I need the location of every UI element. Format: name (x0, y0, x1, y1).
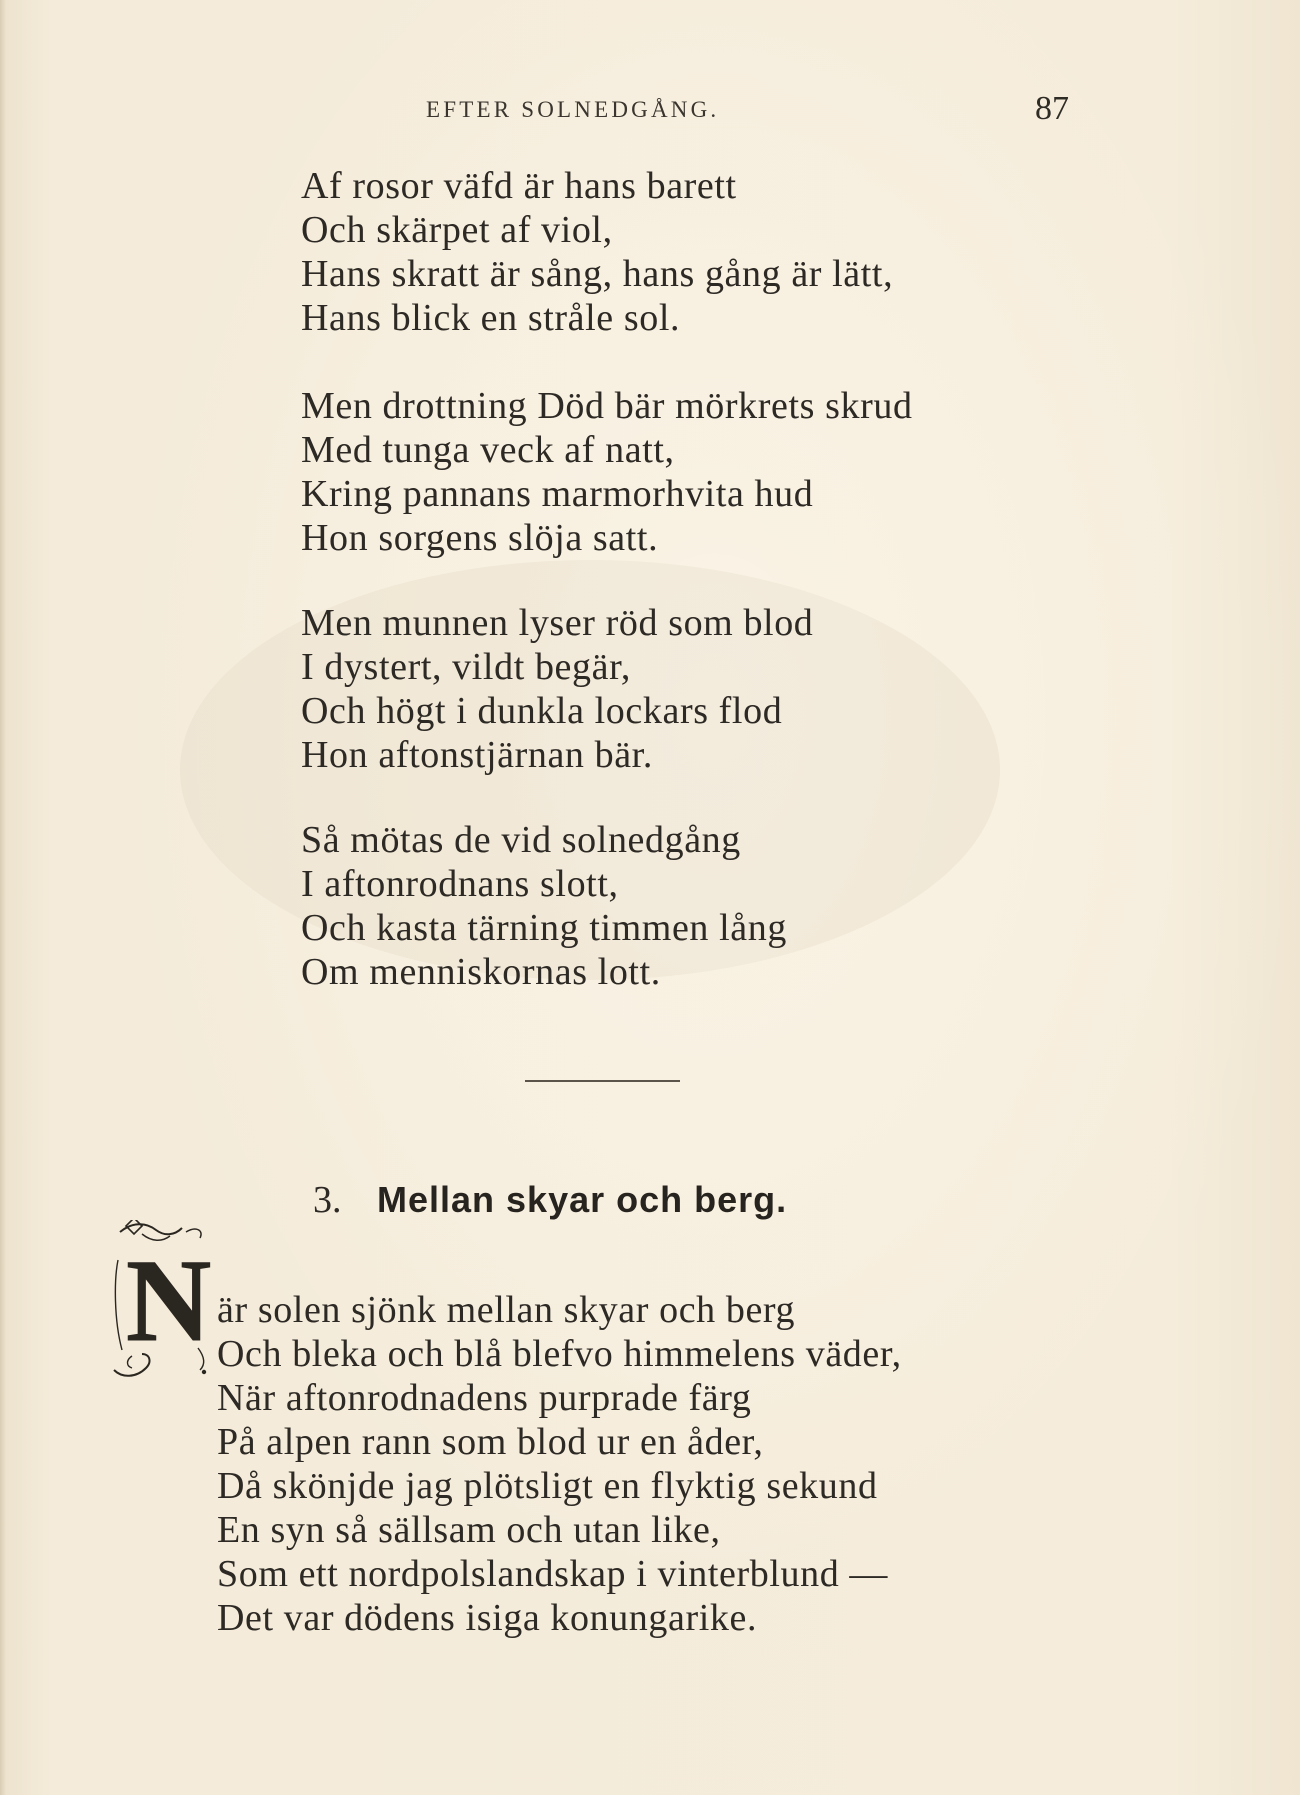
section-title: Mellan skyar och berg. (377, 1179, 788, 1220)
verse-line: Kring pannans marmorhvita hud (301, 473, 814, 515)
stanza-2 (301, 384, 1101, 560)
verse-line: Hon aftonstjärnan bär. (301, 734, 653, 776)
verse-line: Och högt i dunkla lockars flod (301, 690, 783, 732)
verse-line: Så mötas de vid solnedgång (301, 819, 741, 861)
page-number: 87 (1035, 90, 1069, 127)
verse-line: Hon sorgens slöja satt. (301, 517, 659, 559)
section-heading (313, 1178, 787, 1222)
verse-line: Men drottning Död bär mörkrets skrud (301, 385, 913, 427)
stanza-3 (301, 601, 1101, 777)
verse-line: I dystert, vildt begär, (301, 646, 631, 688)
verse-line: När aftonrodnadens purprade färg (217, 1377, 752, 1419)
verse-line: Då skönjde jag plötsligt en flyktig sekund (217, 1465, 878, 1507)
verse-line: Men munnen lyser röd som blod (301, 602, 814, 644)
verse-line: Och bleka och blå blefvo himmelens väder, (217, 1333, 902, 1375)
verse-line: Det var dödens isiga konungarike. (217, 1597, 758, 1639)
running-header: EFTER SOLNEDGÅNG. (426, 97, 720, 122)
verse-line: Och skärpet af viol, (301, 209, 613, 251)
poem-mellan-skyar-och-berg (217, 1288, 1217, 1640)
stanza-1 (301, 164, 1101, 340)
page-edge-shadow (0, 0, 6, 1795)
verse-line: På alpen rann som blod ur en åder, (217, 1421, 764, 1463)
ornamental-drop-cap (112, 1220, 222, 1380)
verse-line: är solen sjönk mellan skyar och berg (217, 1289, 796, 1331)
stanza-4 (301, 818, 1101, 994)
verse-line: En syn så sällsam och utan like, (217, 1509, 721, 1551)
verse-line: Af rosor väfd är hans barett (301, 165, 737, 207)
verse-line: Hans blick en stråle sol. (301, 297, 681, 339)
verse-line: Med tunga veck af natt, (301, 429, 675, 471)
drop-cap-letter: N (126, 1235, 212, 1366)
section-number: 3. (313, 1179, 342, 1221)
verse-line: I aftonrodnans slott, (301, 863, 619, 905)
verse-line: Hans skratt är sång, hans gång är lätt, (301, 253, 894, 295)
verse-line: Som ett nordpolslandskap i vinterblund — (217, 1553, 889, 1595)
section-divider-rule (525, 1080, 680, 1082)
verse-line: Och kasta tärning timmen lång (301, 907, 787, 949)
verse-line: Om menniskornas lott. (301, 951, 661, 993)
